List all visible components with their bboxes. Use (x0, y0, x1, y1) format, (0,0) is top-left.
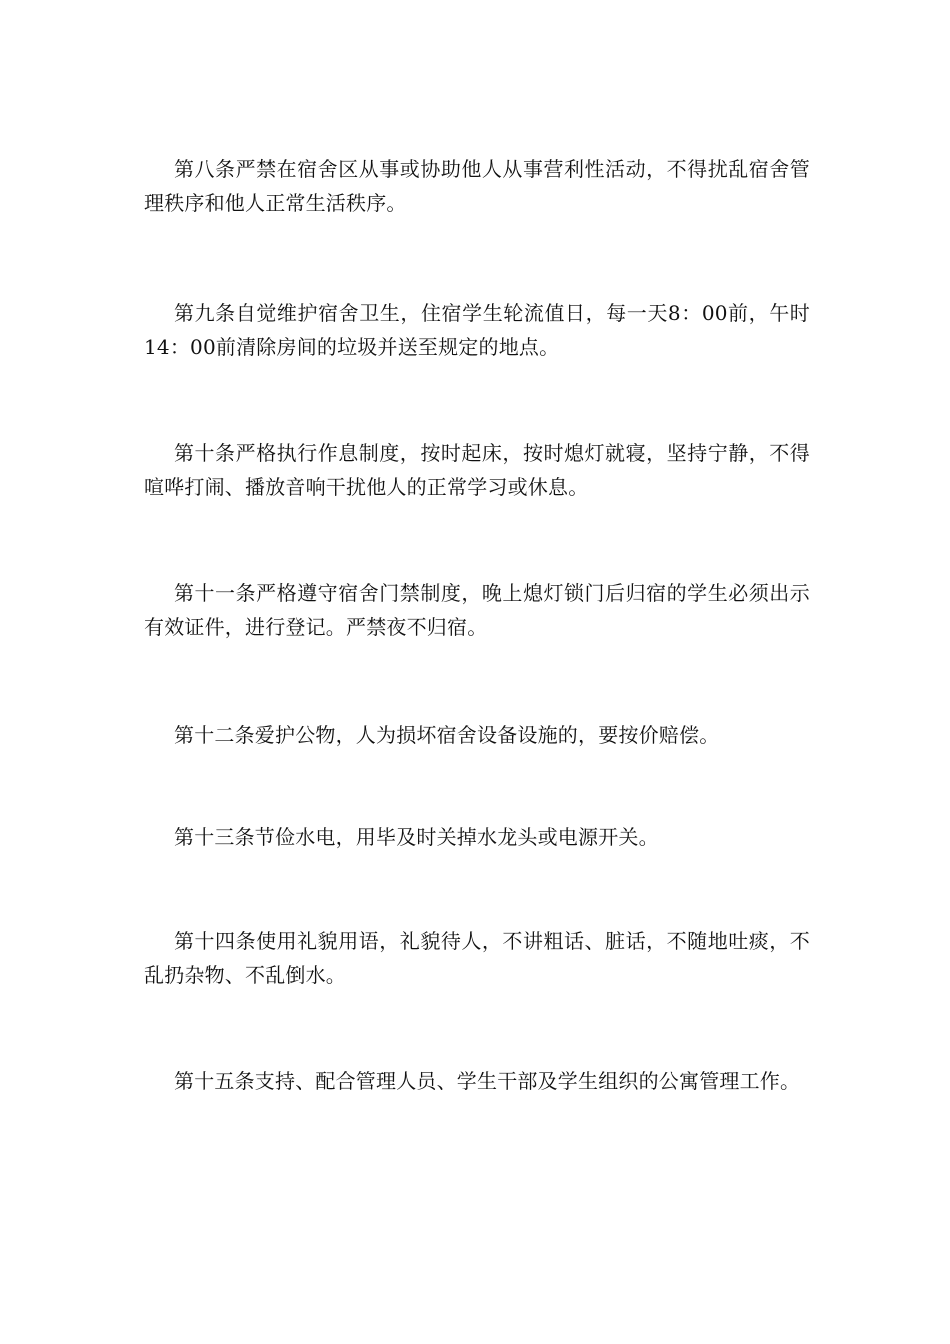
article-12: 第十二条爱护公物，人为损坏宿舍设备设施的，要按价赔偿。 (174, 723, 720, 747)
article-14: 第十四条使用礼貌用语，礼貌待人，不讲粗话、脏话，不随地吐痰，不乱扔杂物、不乱倒水。 (144, 929, 810, 987)
article-11: 第十一条严格遵守宿舍门禁制度，晚上熄灯锁门后归宿的学生必须出示有效证件，进行登记。严禁夜不归宿。 (144, 581, 810, 639)
article-8: 第八条严禁在宿舍区从事或协助他人从事营利性活动，不得扰乱宿舍管理秩序和他人正常生活秩序。 (144, 157, 810, 215)
article-10: 第十条严格执行作息制度，按时起床，按时熄灯就寝，坚持宁静，不得喧哗打闹、播放音响干扰他人的正常学习或休息。 (144, 441, 810, 499)
article-9: 第九条自觉维护宿舍卫生，住宿学生轮流值日，每一天8：00前，午时14：00前清除房间的垃圾并送至规定的地点。 (144, 301, 810, 359)
article-15: 第十五条支持、配合管理人员、学生干部及学生组织的公寓管理工作。 (174, 1069, 801, 1093)
article-13: 第十三条节俭水电，用毕及时关掉水龙头或电源开关。 (174, 825, 659, 849)
